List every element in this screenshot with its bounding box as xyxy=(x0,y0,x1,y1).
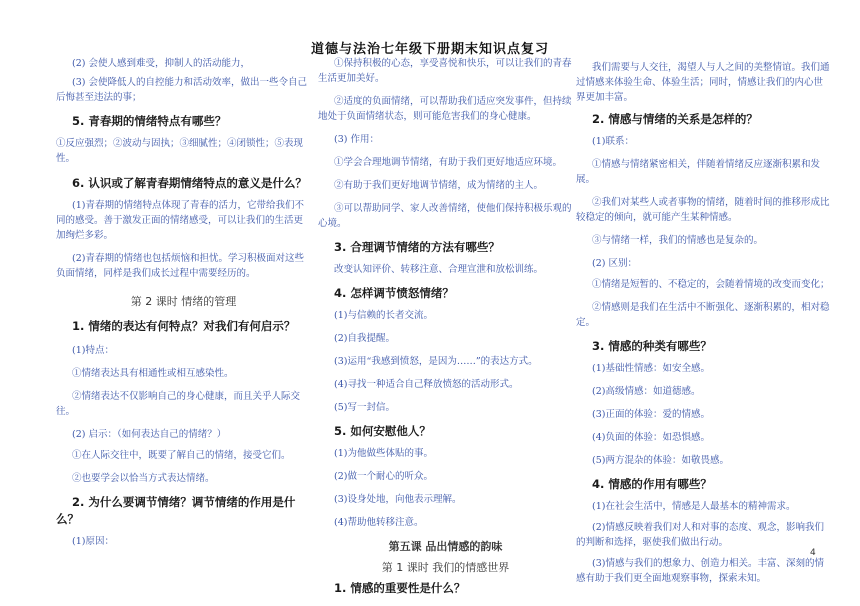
column-right xyxy=(576,56,831,586)
paragraph: ①情绪表达具有相通性或相互感染性。 xyxy=(72,368,234,379)
lesson-heading: 第 2 课时 情绪的管理 xyxy=(130,295,237,308)
paragraph: (4)负面的体验：如恐惧感。 xyxy=(592,432,710,443)
question-heading: 4. 怎样调节愤怒情绪？ xyxy=(334,286,454,300)
question-heading: 1. 情感的重要性是什么？ xyxy=(334,581,466,595)
paragraph: ②也要学会以恰当方式表达情绪。 xyxy=(72,473,215,484)
page-number: 4 xyxy=(810,548,816,558)
paragraph: (1)青春期的情绪特点体现了青春的活力，它带给我们不同的感受。善于激发正面的情绪感受，可以让我们的生活更加绚烂多彩。 xyxy=(56,200,304,241)
paragraph: ②有助于我们更好地调节情绪，成为情绪的主人。 xyxy=(334,180,544,191)
unit-heading: 第五课 品出情感的韵味 xyxy=(388,540,503,553)
paragraph: ②我们对某些人或者事物的情绪，随着时间的推移形成比较稳定的倾向，就可能产生某种情感。 xyxy=(576,197,830,223)
question-heading: 2. 情感与情绪的关系是怎样的？ xyxy=(592,112,758,126)
paragraph: ②情感则是我们在生活中不断强化、逐渐积累的，相对稳定。 xyxy=(576,302,830,328)
lesson-heading: 第 1 课时 我们的情感世界 xyxy=(381,561,510,574)
column-left xyxy=(56,56,311,549)
paragraph: (2) 会使人感到难受，抑制人的活动能力， xyxy=(72,58,250,69)
question-heading: 5. 如何安慰他人？ xyxy=(334,424,431,438)
paragraph: (1)基础性情感：如安全感。 xyxy=(592,363,710,374)
paragraph: (1)为他做些体贴的事。 xyxy=(334,448,433,459)
paragraph: (2)自我提醒。 xyxy=(334,333,395,344)
paragraph: ①反应强烈；②波动与固执；③细腻性；④闭锁性；⑤表现性。 xyxy=(56,138,304,164)
paragraph: (1)与信赖的长者交流。 xyxy=(334,310,433,321)
paragraph: (2)情感反映着我们对人和对事的态度、观念，影响我们的判断和选择，驱使我们做出行动。 xyxy=(576,522,824,548)
question-heading: 3. 情感的种类有哪些？ xyxy=(592,339,712,353)
paragraph: (2)做一个耐心的听众。 xyxy=(334,471,433,482)
paragraph: (3)运用“我感到愤怒，是因为……”的表达方式。 xyxy=(334,356,538,367)
paragraph: (4)帮助他转移注意。 xyxy=(334,517,424,528)
question-heading: 1. 情绪的表达有何特点？对我们有何启示？ xyxy=(72,319,296,333)
paragraph: ①保持积极的心态，享受喜悦和快乐，可以让我们的青春生活更加美好。 xyxy=(318,58,572,84)
paragraph: ①在人际交往中，既要了解自己的情绪，接受它们。 xyxy=(72,450,291,461)
column-middle xyxy=(318,56,573,597)
paragraph: ③可以帮助同学、家人改善情绪，使他们保持积极乐观的心境。 xyxy=(318,203,572,229)
paragraph: ②情绪表达不仅影响自己的身心健康，而且关乎人际交往。 xyxy=(56,391,301,417)
paragraph: 改变认知评价、转移注意、合理宣泄和放松训练。 xyxy=(334,264,544,275)
paragraph: (1)联系： xyxy=(592,136,634,147)
paragraph: (3) 会使降低人的自控能力和活动效率，做出一些令自己后悔甚至违法的事； xyxy=(56,77,307,103)
paragraph: 我们需要与人交往，渴望人与人之间的美整情谊。我们通过情感来体验生命、体验生活；同时，情感让我们的内心世界更加丰富。 xyxy=(576,62,830,103)
paragraph: (3) 作用： xyxy=(334,134,379,145)
paragraph: (3)情感与我们的想象力、创造力相关。丰富、深刻的情感有助于我们更全面地观察事物，探索未知。 xyxy=(576,558,824,584)
paragraph: (2) 启示：（如何表达自己的情绪？） xyxy=(72,429,227,440)
question-heading: 3. 合理调节情绪的方法有哪些？ xyxy=(334,240,500,254)
paragraph: (4)寻找一种适合自己释放愤怒的活动形式。 xyxy=(334,379,519,390)
paragraph: (1)原因： xyxy=(72,536,114,547)
paragraph: ③与情绪一样，我们的情感也是复杂的。 xyxy=(592,235,764,246)
paragraph: (5)两方混杂的体验：如敬畏感。 xyxy=(592,455,729,466)
paragraph: (1)在社会生活中，情感是人最基本的精神需求。 xyxy=(592,501,796,512)
paragraph: ①情绪是短暂的、不稳定的，会随着情境的改变而变化； xyxy=(592,279,830,290)
paragraph: (5)写一封信。 xyxy=(334,402,395,413)
question-heading: 2. 为什么要调节情绪？调节情绪的作用是什么？ xyxy=(56,495,296,526)
paragraph: (2)青春期的情绪也包括烦恼和担忧。学习积极面对这些负面情绪，同样是我们成长过程中需要经历的。 xyxy=(56,253,304,279)
paragraph: ②适度的负面情绪，可以帮助我们适应突发事件，但持续地处于负面情绪状态，则可能危害我们的身心健康。 xyxy=(318,96,572,122)
paragraph: ①情感与情绪紧密相关，伴随着情绪反应逐渐积累和发展。 xyxy=(576,159,821,185)
paragraph: ①学会合理地调节情绪，有助于我们更好地适应环境。 xyxy=(334,157,563,168)
question-heading: 5. 青春期的情绪特点有哪些？ xyxy=(72,114,227,128)
page-title: 道德与法治七年级下册期末知识点复习 xyxy=(310,42,549,57)
question-heading: 6. 认识或了解青春期情绪特点的意义是什么？ xyxy=(72,176,307,190)
paragraph: (3)设身处地，向他表示理解。 xyxy=(334,494,462,505)
paragraph: (3)正面的体验：爱的情感。 xyxy=(592,409,710,420)
paragraph: (2) 区别： xyxy=(592,258,637,269)
paragraph: (2)高级情感：如道德感。 xyxy=(592,386,701,397)
paragraph: (1)特点： xyxy=(72,345,114,356)
question-heading: 4. 情感的作用有哪些？ xyxy=(592,477,712,491)
